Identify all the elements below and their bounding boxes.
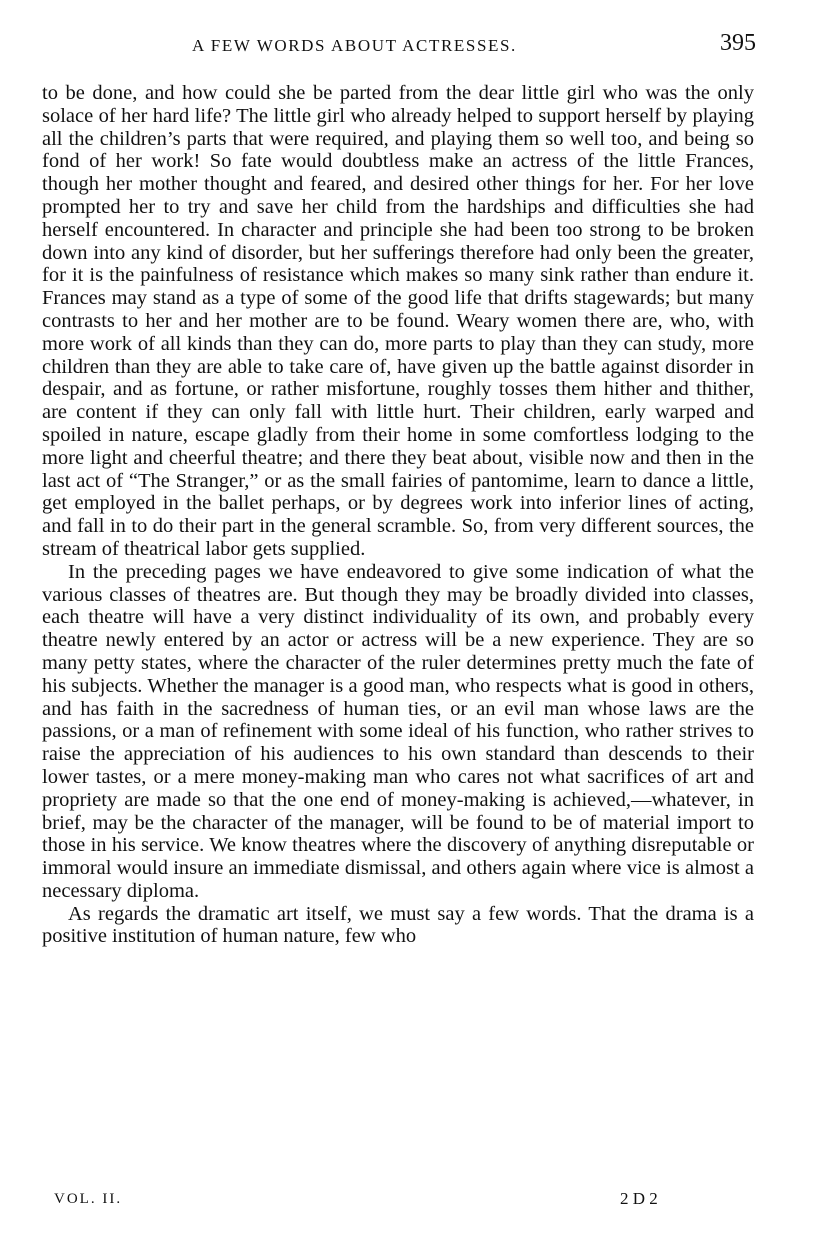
signature-line [42,1191,754,1213]
volume-mark: VOL. II. [54,1191,123,1207]
running-head [42,28,754,62]
paragraph-continuation: to be done, and how could she be parted from the dear little girl who was the only solace of her hard life? The little girl who already helped to support herself by playing all the children’s parts that were required, and playing them so well too, and being so fond of her work! So fate would doubtless make an actress of the little Frances, though her mother thought and feared, and desired other things for her. For her love prompted her to try and save her child from the hardships and difficulties she had herself encountered. In character and principle she had been too strong to be broken down into any kind of disorder, but her sufferings therefore had only been the greater, for it is the painfulness of resistance which makes so many sink rather than endure it. Frances may stand as a type of some of the good life that drifts stagewards; but many contrasts to her and her mother are to be found. Weary women there are, who, with more work of all kinds than they can do, more parts to play than they can study, more children than they are able to take care of, have given up the battle against disorder in despair, and as fortune, or rather misfortune, roughly tosses them hither and thither, are content if they can only fall with little hurt. Their children, early warped and spoiled in nature, escape gladly from their home in some comfortless lodging to the more light and cheerful theatre; and there they beat about, visible now and then in the last act of “The Stranger,” or as the small fairies of pantomime, learn to dance a little, get employed in the ballet perhaps, or by degrees work into inferior lines of acting, and fall in to do their part in the general scramble. So, from very different sources, the stream of theatrical labor gets supplied. [42,82,754,560]
book-page [42,28,754,1218]
paragraph-dramatic-art: As regards the dramatic art itself, we must say a few words. That the drama is a positive institution of human nature, few who [42,902,754,948]
body-text [42,82,754,948]
running-title: A FEW WORDS ABOUT ACTRESSES. [192,36,517,55]
paragraph-theatre-classes: In the preceding pages we have endeavored to give some indication of what the various classes of theatres are. But though they may be broadly divided into classes, each theatre will have a very distinct individuality of its own, and probably every theatre newly entered by an actor or actress will be a new experience. They are so many petty states, where the character of the ruler determines pretty much the fate of his subjects. Whether the manager is a good man, who respects what is good in others, and has faith in the sacredness of human ties, or an evil man whose laws are the passions, or a man of refinement with some ideal of his function, who rather strives to raise the appreciation of his audiences to his own standard than descends to their lower tastes, or a mere money-making man who cares not what sacrifices of art and propriety are made so that the one end of money-making is achieved,—whatever, in brief, may be the character of the manager, will be found to be of material import to those in his service. We know theatres where the discovery of anything disreputable or immoral would insure an immediate dismissal, and others again where vice is almost a necessary diploma. [42,560,754,902]
signature-mark: 2 D 2 [620,1189,658,1208]
page-number: 395 [720,30,756,56]
